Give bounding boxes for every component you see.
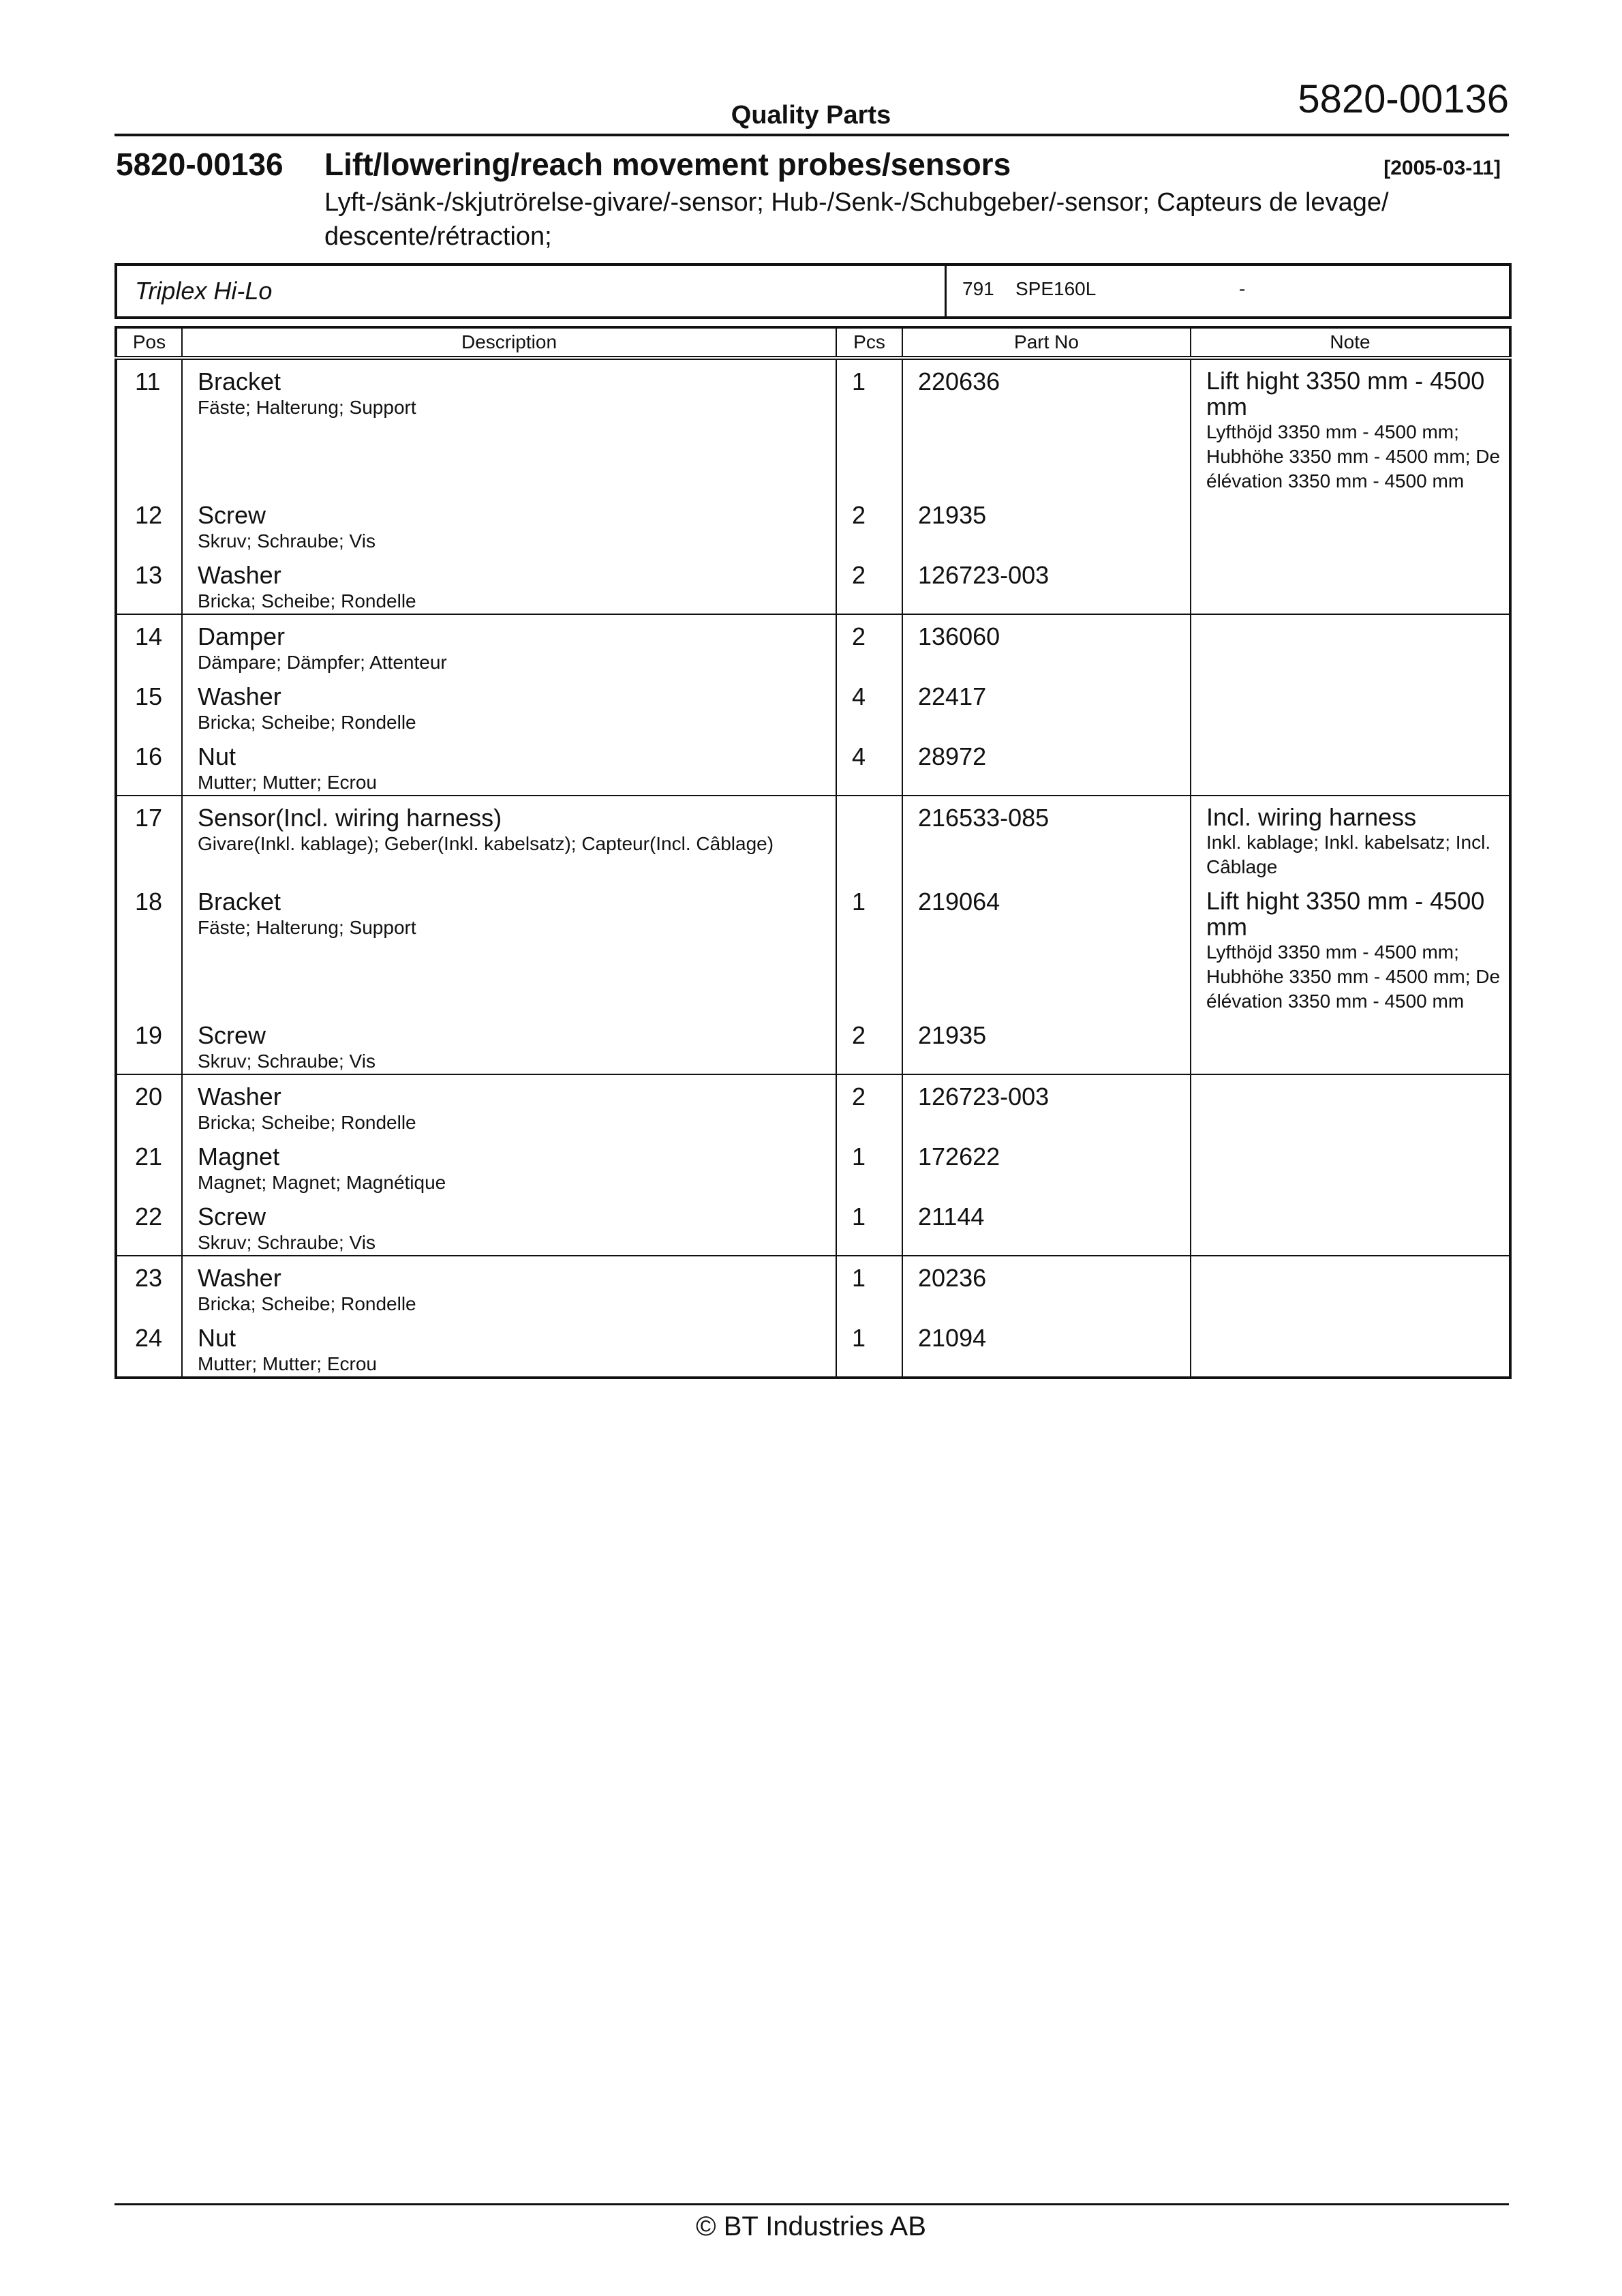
cell-pcs [836,1135,902,1195]
column-header-description: Description [182,327,836,358]
parts-table [114,326,1512,1379]
pos-value: 17 [135,804,163,832]
description-translations: Skruv; Schraube; Vis [198,1051,376,1072]
cell-description [182,735,836,796]
description-value: Damper [198,622,286,650]
pcs-value: 1 [852,888,866,916]
cell-pcs [836,735,902,796]
model-name: Triplex Hi-Lo [135,277,273,305]
pos-value: 13 [135,561,163,589]
description-value: Bracket [198,367,281,395]
note-translations: Inkl. kablage; Inkl. kabelsatz; Incl. Câblage [1206,832,1491,877]
description-translations: Fäste; Halterung; Support [198,917,416,938]
cell-pos [116,1195,182,1256]
part-number-value: 21935 [918,1021,987,1049]
cell-note [1191,735,1510,796]
note-value [1206,1014,1502,1022]
part-number-value: 126723-003 [918,561,1050,589]
description-translations: Givare(Inkl. kablage); Geber(Inkl. kabelsatz); Capteur(Incl. Câblage) [198,833,774,854]
cell-description [182,1014,836,1074]
column-header-part-no: Part No [902,327,1191,358]
cell-note [1191,614,1510,675]
pos-value: 16 [135,742,163,770]
pcs-value [852,796,902,804]
description-translations: Mutter; Mutter; Ecrou [198,1353,377,1374]
cell-part-no [902,494,1191,554]
table-row [116,494,1510,554]
description-translations: Fäste; Halterung; Support [198,397,416,418]
description-translations: Bricka; Scheibe; Rondelle [198,1112,416,1133]
model-info-box [114,263,1512,319]
pos-value: 20 [135,1083,163,1111]
part-number-value: 216533-085 [918,804,1050,832]
table-row [116,1014,1510,1074]
pos-value: 11 [135,367,161,395]
cell-pos [116,735,182,796]
pcs-value: 2 [852,501,866,529]
cell-note [1191,1316,1510,1378]
table-row [116,675,1510,735]
table-row [116,1074,1510,1135]
pcs-value: 1 [852,1264,866,1292]
cell-pos [116,880,182,1014]
description-translations: Dämpare; Dämpfer; Attenteur [198,652,447,673]
cell-pcs [836,1316,902,1378]
note-value: Incl. wiring harness [1206,803,1417,831]
note-value [1206,1256,1502,1265]
cell-pos [116,1074,182,1135]
cell-pos [116,1014,182,1074]
cell-pcs [836,358,902,494]
note-value [1206,1195,1502,1203]
note-value: Lift hight 3350 mm - 4500 mm [1206,887,1485,941]
note-translations: Lyfthöjd 3350 mm - 4500 mm; Hubhöhe 3350 mm - 4500 mm; De élévation 3350 mm - 4500 mm [1206,941,1501,1012]
note-value: Lift hight 3350 mm - 4500 mm [1206,367,1485,421]
cell-description [182,1135,836,1195]
description-value: Sensor(Incl. wiring harness) [198,804,502,832]
note-value [1206,735,1502,743]
column-header-pos: Pos [116,327,182,358]
description-value: Washer [198,561,281,589]
description-value: Magnet [198,1143,280,1170]
pos-value: 15 [135,682,163,710]
cell-pos [116,1316,182,1378]
model-extra: - [1239,278,1246,299]
header-divider [114,134,1509,136]
section-title: Lift/lowering/reach movement probes/sensors [324,147,1011,182]
page-header-title: Quality Parts [731,101,891,130]
pcs-value: 2 [852,1021,866,1049]
table-row [116,554,1510,614]
description-translations: Mutter; Mutter; Ecrou [198,772,377,793]
cell-pos [116,614,182,675]
description-translations: Magnet; Magnet; Magnétique [198,1172,446,1193]
cell-description [182,554,836,614]
part-number-value: 220636 [918,367,1000,395]
note-value [1206,675,1502,683]
pcs-value: 2 [852,1083,866,1111]
table-row [116,1135,1510,1195]
cell-note [1191,675,1510,735]
cell-note [1191,358,1510,494]
part-number-value: 21094 [918,1324,987,1352]
cell-note [1191,494,1510,554]
table-row [116,1195,1510,1256]
cell-description [182,494,836,554]
cell-part-no [902,675,1191,735]
note-value [1206,1135,1502,1143]
footer-copyright: © BT Industries AB [696,2211,926,2241]
cell-pcs [836,675,902,735]
description-translations: Skruv; Schraube; Vis [198,1232,376,1253]
pos-value: 12 [135,501,163,529]
pos-value: 18 [135,888,163,916]
description-translations: Skruv; Schraube; Vis [198,530,376,552]
pos-value: 19 [135,1021,163,1049]
cell-description [182,1256,836,1316]
section-code: 5820-00136 [116,147,284,182]
part-number-value: 21144 [918,1203,985,1230]
table-row [116,358,1510,494]
pos-value: 24 [135,1324,163,1352]
footer-divider [114,2203,1509,2205]
pcs-value: 1 [852,1203,866,1230]
document-number: 5820-00136 [1298,77,1509,121]
cell-part-no [902,796,1191,880]
cell-pcs [836,554,902,614]
cell-note [1191,1074,1510,1135]
description-value: Washer [198,1083,281,1111]
part-number-value: 126723-003 [918,1083,1050,1111]
table-row [116,1316,1510,1378]
cell-description [182,796,836,880]
table-row [116,796,1510,880]
pcs-value: 4 [852,682,866,710]
pcs-value: 2 [852,622,866,650]
pos-value: 22 [135,1203,163,1230]
table-row [116,735,1510,796]
description-value: Nut [198,742,236,770]
cell-note [1191,1014,1510,1074]
cell-pos [116,675,182,735]
cell-part-no [902,358,1191,494]
cell-part-no [902,1316,1191,1378]
table-row [116,614,1510,675]
cell-part-no [902,880,1191,1014]
column-header-note: Note [1191,327,1510,358]
note-translations: Lyfthöjd 3350 mm - 4500 mm; Hubhöhe 3350 mm - 4500 mm; De élévation 3350 mm - 4500 mm [1206,421,1501,492]
description-value: Bracket [198,888,281,916]
cell-pcs [836,796,902,880]
table-header-row [116,327,1510,358]
cell-part-no [902,554,1191,614]
description-value: Screw [198,501,266,529]
cell-part-no [902,614,1191,675]
cell-description [182,1074,836,1135]
note-value [1206,494,1502,502]
model-type: SPE160L [1015,278,1097,299]
cell-description [182,358,836,494]
cell-note [1191,1256,1510,1316]
description-translations: Bricka; Scheibe; Rondelle [198,1293,416,1314]
cell-description [182,1195,836,1256]
pcs-value: 1 [852,367,866,395]
column-header-pcs: Pcs [836,327,902,358]
cell-pcs [836,1074,902,1135]
part-number-value: 219064 [918,888,1000,916]
cell-note [1191,1135,1510,1195]
pcs-value: 1 [852,1324,866,1352]
part-number-value: 21935 [918,501,987,529]
cell-pcs [836,1256,902,1316]
cell-note [1191,880,1510,1014]
model-code: 791 [962,278,994,299]
description-translations: Bricka; Scheibe; Rondelle [198,712,416,733]
cell-note [1191,796,1510,880]
note-value [1206,615,1502,623]
pcs-value: 2 [852,561,866,589]
cell-part-no [902,1135,1191,1195]
cell-pcs [836,880,902,1014]
description-value: Washer [198,682,281,710]
section-subtitle: Lyft-/sänk-/skjutrörelse-givare/-sensor; Hub-/Senk-/Schubgeber/-sensor; Capteurs de levage/ descente/rétraction; [324,188,1389,251]
pos-value: 23 [135,1264,163,1292]
cell-part-no [902,1195,1191,1256]
pos-value: 14 [135,622,163,650]
note-value [1206,1316,1502,1325]
note-value [1206,1075,1502,1083]
section-date: [2005-03-11] [1383,157,1501,179]
pcs-value: 1 [852,1143,866,1170]
note-value [1206,554,1502,562]
cell-part-no [902,735,1191,796]
pcs-value: 4 [852,742,866,770]
cell-part-no [902,1014,1191,1074]
cell-note [1191,554,1510,614]
description-translations: Bricka; Scheibe; Rondelle [198,590,416,611]
description-value: Screw [198,1203,266,1230]
model-box-divider [945,266,947,316]
cell-note [1191,1195,1510,1256]
description-value: Nut [198,1324,236,1352]
cell-pos [116,494,182,554]
cell-description [182,1316,836,1378]
part-number-value: 20236 [918,1264,987,1292]
table-row [116,1256,1510,1316]
cell-pcs [836,614,902,675]
cell-pos [116,358,182,494]
cell-part-no [902,1256,1191,1316]
cell-pos [116,1135,182,1195]
cell-description [182,880,836,1014]
cell-pos [116,554,182,614]
description-value: Screw [198,1021,266,1049]
cell-pcs [836,494,902,554]
part-number-value: 136060 [918,622,1000,650]
table-row [116,880,1510,1014]
description-value: Washer [198,1264,281,1292]
cell-pos [116,796,182,880]
cell-description [182,675,836,735]
part-number-value: 172622 [918,1143,1000,1170]
cell-part-no [902,1074,1191,1135]
pos-value: 21 [135,1143,163,1170]
cell-pcs [836,1014,902,1074]
cell-pos [116,1256,182,1316]
cell-description [182,614,836,675]
part-number-value: 22417 [918,682,987,710]
part-number-value: 28972 [918,742,987,770]
cell-pcs [836,1195,902,1256]
